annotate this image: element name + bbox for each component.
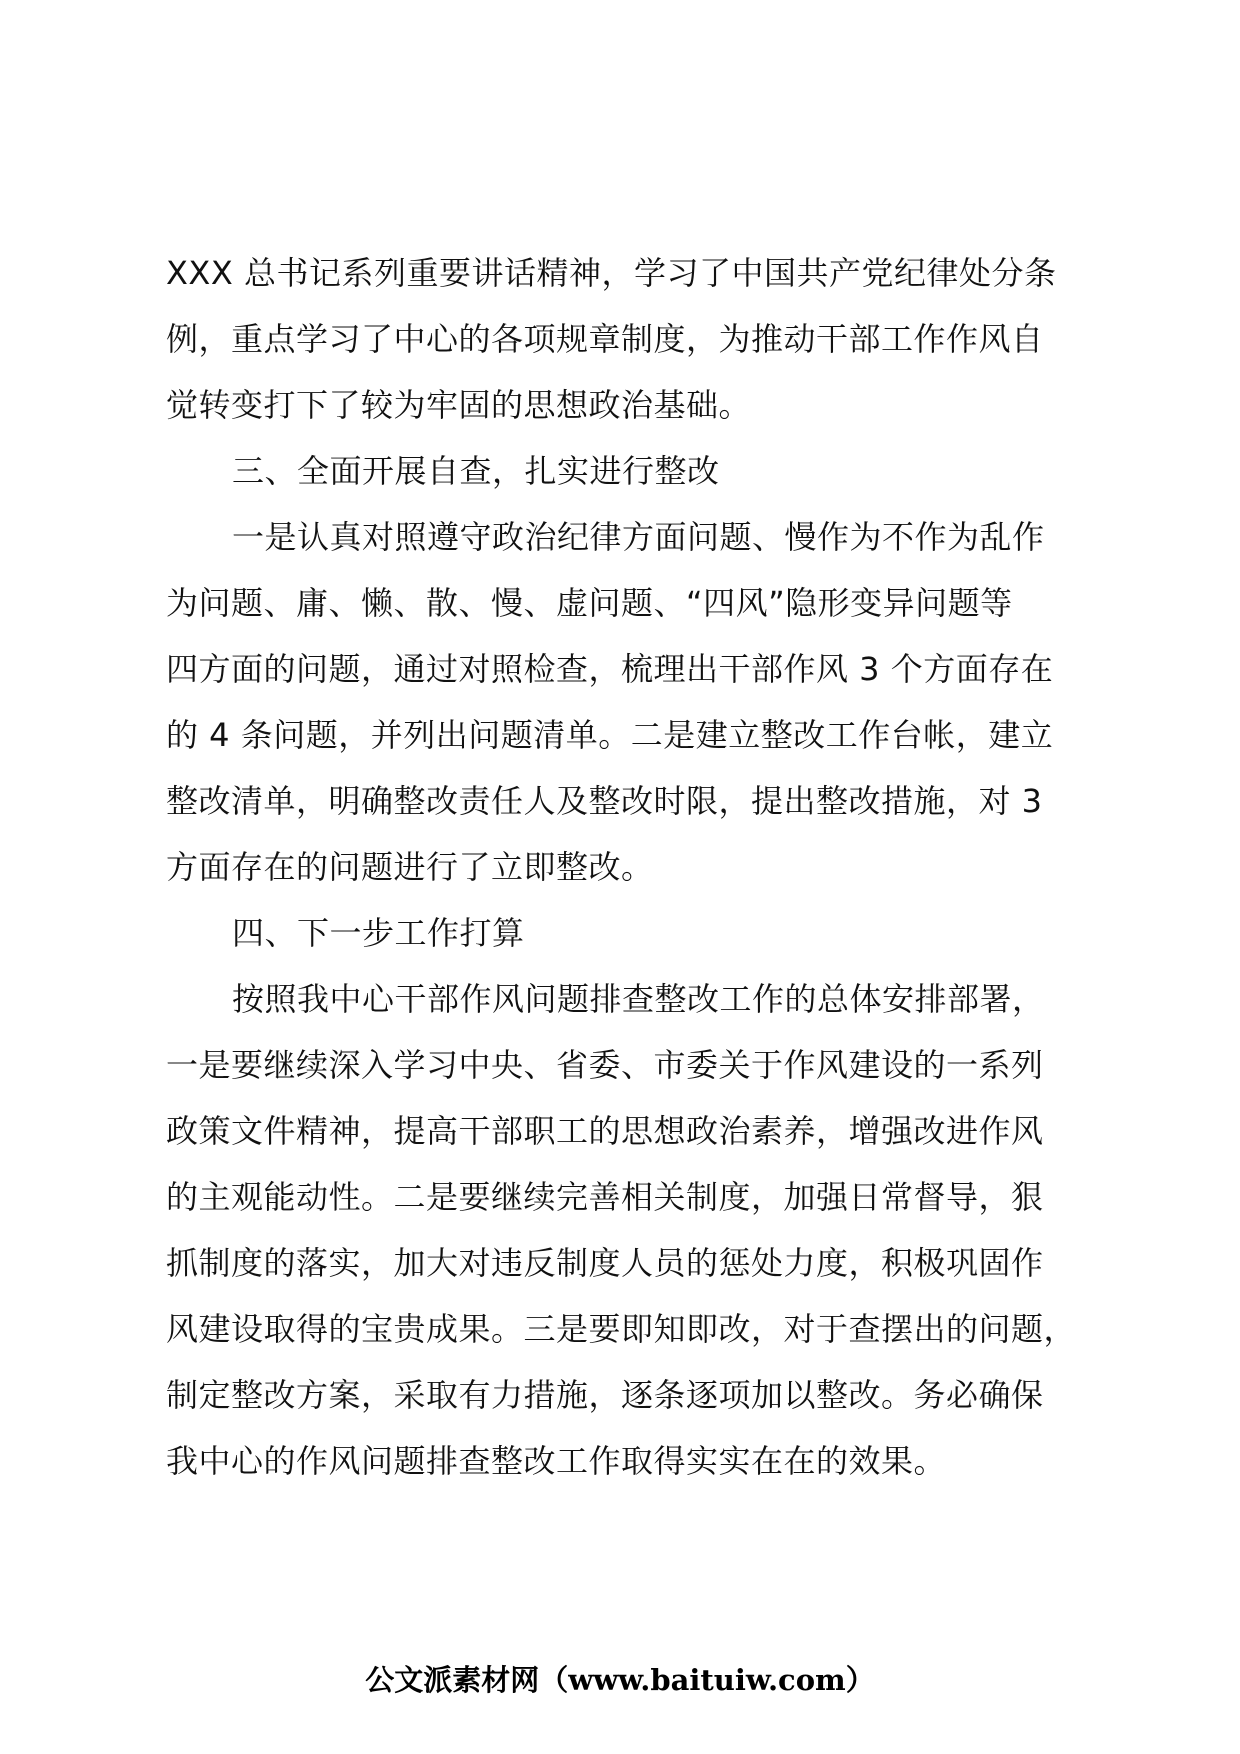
paragraph-line: 制定整改方案，采取有力措施，逐条逐项加以整改。务必确保 <box>166 1376 1044 1414</box>
paragraph-line: 的 4 条问题，并列出问题清单。二是建立整改工作台帐，建立 <box>166 716 1054 754</box>
paragraph-line: 觉转变打下了较为牢固的思想政治基础。 <box>166 386 752 424</box>
paragraph-line: 一是要继续深入学习中央、省委、市委关于作风建设的一系列 <box>166 1046 1044 1084</box>
footer-watermark-text: 公文派素材网（www.baituiw.com） <box>365 1663 875 1697</box>
paragraph-line: 按照我中心干部作风问题排查整改工作的总体安排部署， <box>232 980 1045 1018</box>
paragraph-line: 政策文件精神，提高干部职工的思想政治素养，增强改进作风 <box>166 1112 1044 1150</box>
section-heading: 四、下一步工作打算 <box>232 914 525 952</box>
section-heading: 三、全面开展自查，扎实进行整改 <box>232 452 720 490</box>
paragraph-line: 例，重点学习了中心的各项规章制度，为推动干部工作作风自 <box>166 320 1044 358</box>
document-body <box>166 240 1086 1494</box>
paragraph-line: 风建设取得的宝贵成果。三是要即知即改，对于查摆出的问题， <box>166 1310 1077 1348</box>
paragraph-line: 整改清单，明确整改责任人及整改时限，提出整改措施，对 3 <box>166 782 1043 820</box>
paragraph-line: 一是认真对照遵守政治纪律方面问题、慢作为不作为乱作 <box>232 518 1045 556</box>
paragraph-line: 抓制度的落实，加大对违反制度人员的惩处力度，积极巩固作 <box>166 1244 1044 1282</box>
paragraph-line: 四方面的问题，通过对照检查，梳理出干部作风 3 个方面存在 <box>166 650 1054 688</box>
paragraph-line: 为问题、庸、懒、散、慢、虚问题、“四风”隐形变异问题等 <box>166 584 1013 622</box>
paragraph-line: XXX 总书记系列重要讲话精神，学习了中国共产党纪律处分条 <box>166 254 1057 292</box>
paragraph-line: 方面存在的问题进行了立即整改。 <box>166 848 654 886</box>
paragraph-line: 的主观能动性。二是要继续完善相关制度，加强日常督导，狠 <box>166 1178 1044 1216</box>
paragraph-line: 我中心的作风问题排查整改工作取得实实在在的效果。 <box>166 1442 947 1480</box>
